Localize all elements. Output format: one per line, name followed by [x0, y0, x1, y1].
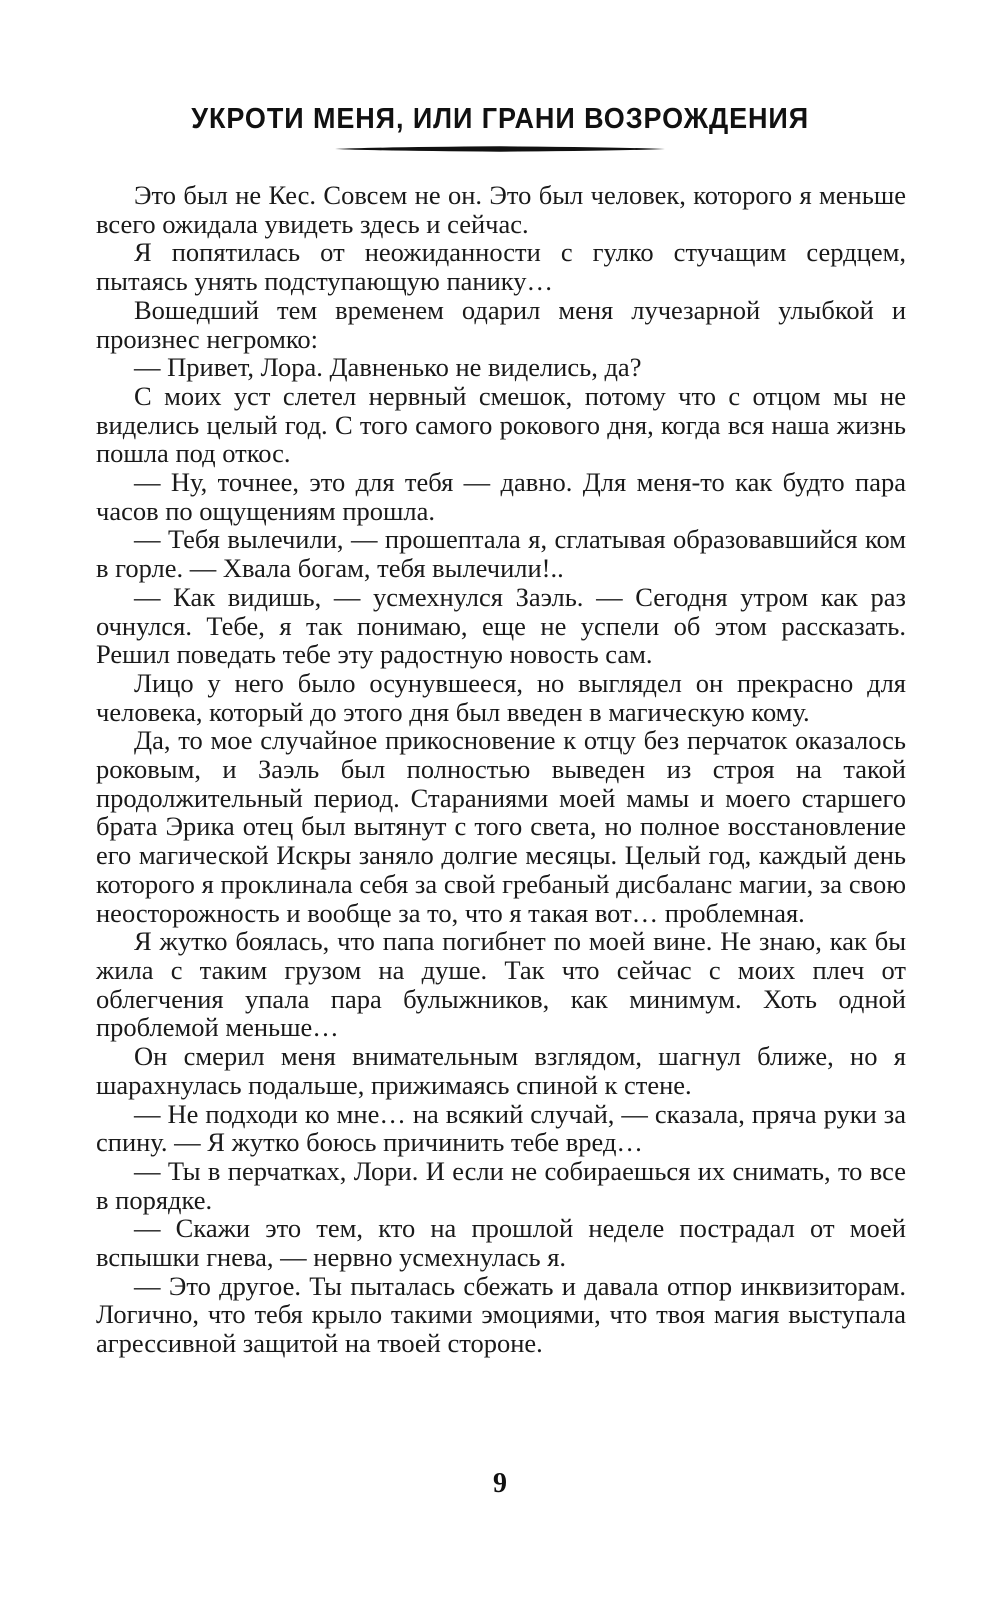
paragraph: Вошедший тем временем одарил меня лучезарной улыбкой и произнес негромко:: [96, 294, 906, 354]
paragraph: Да, то мое случайное прикосновение к отцу без перчаток оказалось роковым, и Заэль был полностью выведен из строя на такой продолжительный период. Стараниями моей мамы и моего старшего брата Эрика отец был вытянут с того света, но полное восстановление его магической Искры заняло долгие месяцы. Целый год, каждый день которого я проклинала себя за свой гребаный дисбаланс магии, за свою неосторожность и вообще за то, что я такая вот… проблемная.: [96, 725, 906, 928]
paragraph: — Как видишь, — усмехнулся Заэль. — Сегодня утром как раз очнулся. Тебе, я так понимаю, еще не успели об этом рассказать. Решил поведать тебе эту радостную новость сам.: [96, 581, 906, 670]
paragraph: — Это другое. Ты пыталась сбежать и давала отпор инквизиторам. Логично, что тебя крыло такими эмоциями, что твоя магия выступала агрессивной защитой на твоей стороне.: [96, 1270, 906, 1359]
paragraph: Лицо у него было осунувшееся, но выглядел он прекрасно для человека, который до этого дня был введен в магическую кому.: [96, 667, 906, 727]
paragraph: С моих уст слетел нервный смешок, потому что с отцом мы не виделись целый год. С того самого рокового дня, когда вся наша жизнь пошла под откос.: [96, 380, 906, 469]
paragraph: — Ну, точнее, это для тебя — давно. Для меня-то как будто пара часов по ощущениям прошла.: [96, 467, 906, 526]
paragraph: Я жутко боялась, что папа погибнет по моей вине. Не знаю, как бы жила с таким грузом на душе. Так что сейчас с моих плеч от облегчения упала пара булыжников, как минимум. Хоть одной проблемой меньше…: [96, 926, 906, 1043]
running-title: УКРОТИ МЕНЯ, ИЛИ ГРАНИ ВОЗРОЖДЕНИЯ: [191, 103, 809, 135]
paragraph: Я попятилась от неожиданности с гулко стучащим сердцем, пытаясь унять подступающую панику…: [96, 237, 906, 297]
page-header: [0, 102, 1000, 136]
paragraph: — Не подходи ко мне… на всякий случай, — сказала, пряча руки за спину. — Я жутко боюсь причинить тебе вред…: [96, 1098, 906, 1158]
paragraph: Он смерил меня внимательным взглядом, шагнул ближе, но я шарахнулась подальше, прижимаясь спиной к стене.: [96, 1041, 906, 1100]
title-underline-rule: [335, 146, 665, 152]
paragraph: — Скажи это тем, кто на прошлой неделе пострадал от моей вспышки гнева, — нервно усмехнулась я.: [96, 1213, 906, 1273]
page-number: 9: [493, 1468, 507, 1499]
body-text: [96, 181, 906, 1358]
paragraph: — Ты в перчатках, Лори. И если не собираешься их снимать, то все в порядке.: [96, 1155, 906, 1215]
paragraph: Это был не Кес. Совсем не он. Это был человек, которого я меньше всего ожидала увидеть здесь и сейчас.: [96, 180, 906, 239]
paragraph: — Тебя вылечили, — прошептала я, сглатывая образовавшийся ком в горле. — Хвала богам, тебя вылечили!..: [96, 524, 906, 584]
paragraph: — Привет, Лора. Давненько не виделись, да?: [134, 352, 642, 383]
